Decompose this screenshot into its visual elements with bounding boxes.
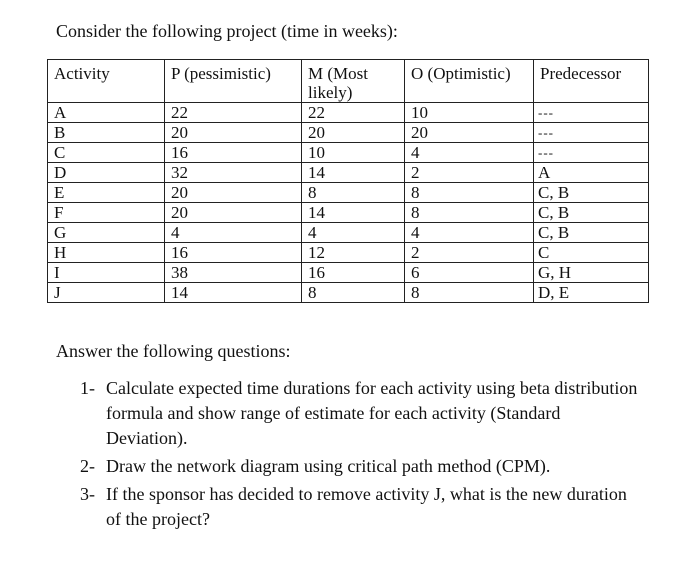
header-most-likely: M (Most likely) [302, 60, 405, 103]
cell-predecessor: G, H [534, 263, 649, 283]
cell-optimistic: 8 [405, 183, 534, 203]
question-number: 3- [80, 484, 95, 504]
cell-pessimistic: 4 [165, 223, 302, 243]
question-item [80, 482, 640, 532]
cell-most-likely: 4 [302, 223, 405, 243]
cell-activity: E [48, 183, 165, 203]
cell-most-likely: 20 [302, 123, 405, 143]
cell-optimistic: 10 [405, 103, 534, 123]
cell-optimistic: 4 [405, 223, 534, 243]
cell-activity: B [48, 123, 165, 143]
cell-most-likely: 12 [302, 243, 405, 263]
cell-activity: G [48, 223, 165, 243]
cell-predecessor: C, B [534, 223, 649, 243]
header-predecessor: Predecessor [534, 60, 649, 103]
cell-pessimistic: 14 [165, 283, 302, 303]
cell-most-likely: 22 [302, 103, 405, 123]
cell-activity: F [48, 203, 165, 223]
cell-predecessor: A [534, 163, 649, 183]
question-list [80, 376, 640, 535]
question-text: If the sponsor has decided to remove activity J, what is the new duration of the project? [106, 484, 627, 529]
cell-predecessor: --- [534, 123, 649, 143]
cell-optimistic: 6 [405, 263, 534, 283]
table-row [48, 263, 649, 283]
table-row [48, 243, 649, 263]
intro-text: Consider the following project (time in weeks): [56, 21, 398, 41]
question-text: Calculate expected time durations for each activity using beta distribution formula and show range of estimate for each activity (Standard Deviation). [106, 378, 638, 448]
cell-pessimistic: 38 [165, 263, 302, 283]
cell-most-likely: 10 [302, 143, 405, 163]
table-row [48, 143, 649, 163]
table-row [48, 283, 649, 303]
cell-activity: C [48, 143, 165, 163]
cell-most-likely: 16 [302, 263, 405, 283]
cell-pessimistic: 22 [165, 103, 302, 123]
question-number: 2- [80, 456, 95, 476]
cell-pessimistic: 20 [165, 123, 302, 143]
cell-predecessor: --- [534, 143, 649, 163]
table-row [48, 123, 649, 143]
cell-activity: J [48, 283, 165, 303]
cell-predecessor: D, E [534, 283, 649, 303]
project-table [47, 59, 649, 303]
cell-optimistic: 2 [405, 243, 534, 263]
cell-activity: I [48, 263, 165, 283]
cell-predecessor: C, B [534, 203, 649, 223]
cell-predecessor: C [534, 243, 649, 263]
table-header-row [48, 60, 649, 103]
cell-pessimistic: 20 [165, 183, 302, 203]
cell-most-likely: 8 [302, 283, 405, 303]
question-number: 1- [80, 378, 95, 398]
answer-heading: Answer the following questions: [56, 341, 291, 361]
cell-pessimistic: 20 [165, 203, 302, 223]
cell-activity: H [48, 243, 165, 263]
cell-predecessor: --- [534, 103, 649, 123]
cell-pessimistic: 16 [165, 143, 302, 163]
header-optimistic: O (Optimistic) [405, 60, 534, 103]
cell-activity: D [48, 163, 165, 183]
cell-activity: A [48, 103, 165, 123]
question-item [80, 376, 640, 451]
cell-optimistic: 4 [405, 143, 534, 163]
cell-most-likely: 8 [302, 183, 405, 203]
cell-most-likely: 14 [302, 203, 405, 223]
cell-predecessor: C, B [534, 183, 649, 203]
question-text: Draw the network diagram using critical path method (CPM). [106, 456, 551, 476]
header-activity: Activity [48, 60, 165, 103]
cell-pessimistic: 32 [165, 163, 302, 183]
cell-optimistic: 8 [405, 283, 534, 303]
table-row [48, 183, 649, 203]
header-pessimistic: P (pessimistic) [165, 60, 302, 103]
table-row [48, 163, 649, 183]
cell-optimistic: 20 [405, 123, 534, 143]
cell-pessimistic: 16 [165, 243, 302, 263]
table-row [48, 103, 649, 123]
cell-most-likely: 14 [302, 163, 405, 183]
question-item [80, 454, 640, 479]
cell-optimistic: 8 [405, 203, 534, 223]
table-row [48, 223, 649, 243]
table-row [48, 203, 649, 223]
cell-optimistic: 2 [405, 163, 534, 183]
